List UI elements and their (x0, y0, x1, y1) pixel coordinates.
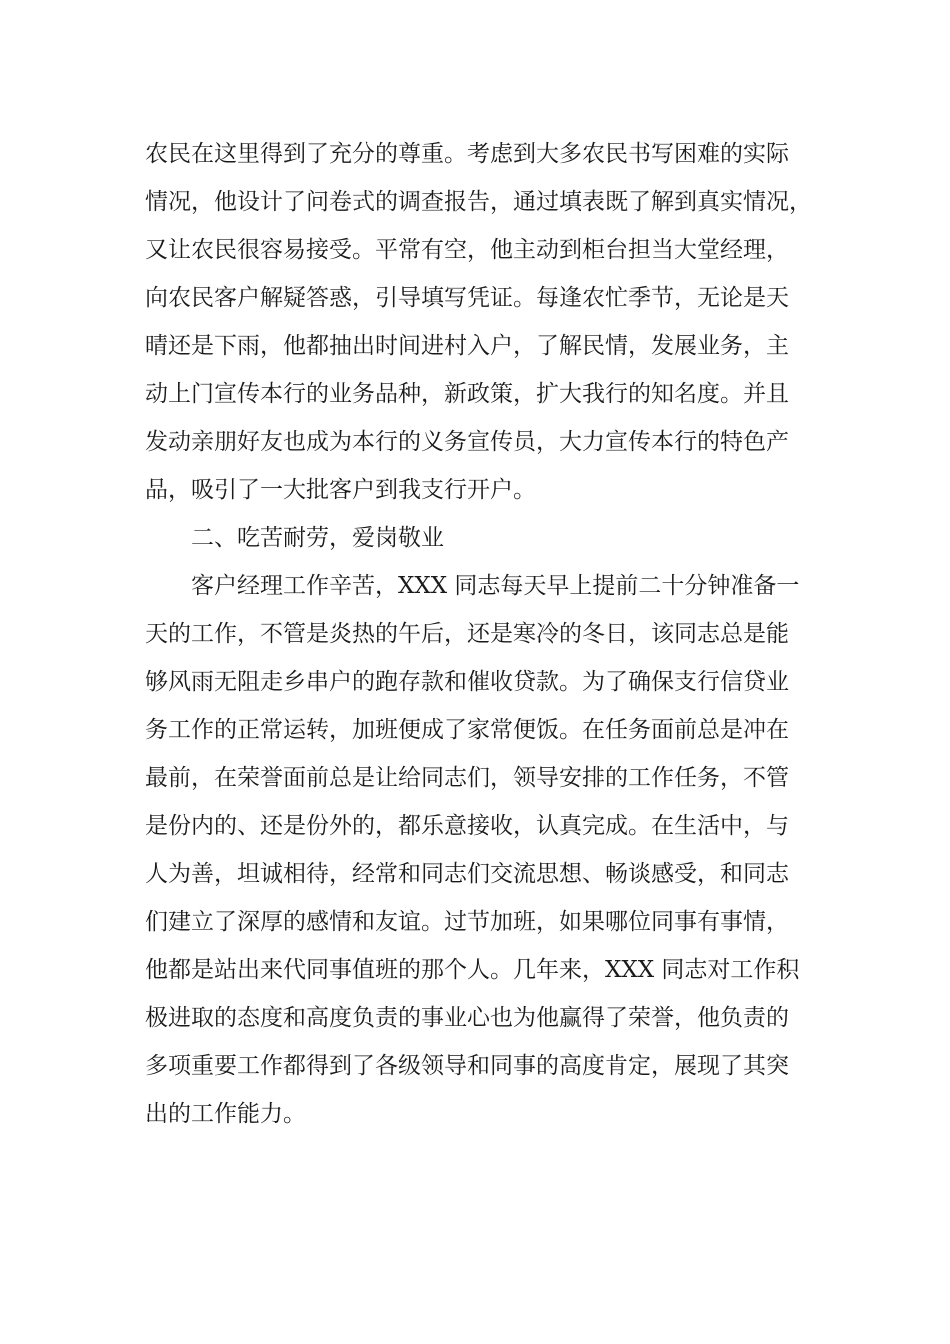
paragraph-line: 够风雨无阻走乡串户的跑存款和催收贷款。为了确保支行信贷业 (145, 669, 789, 695)
paragraph-line: 最前，在荣誉面前总是让给同志们，领导安排的工作任务，不管 (145, 765, 789, 791)
paragraph-line: 出的工作能力。 (145, 1101, 306, 1127)
paragraph-line: 客户经理工作辛苦，XXX 同志每天早上提前二十分钟准备一 (191, 573, 800, 599)
paragraph-line: 人为善，坦诚相待，经常和同志们交流思想、畅谈感受，和同志 (145, 861, 789, 887)
paragraph-line: 动上门宣传本行的业务品种，新政策，扩大我行的知名度。并且 (145, 381, 789, 407)
paragraph-line: 们建立了深厚的感情和友谊。过节加班，如果哪位同事有事情， (145, 909, 789, 935)
paragraph-line: 农民在这里得到了充分的尊重。考虑到大多农民书写困难的实际 (145, 141, 789, 167)
paragraph-2 (145, 562, 815, 1138)
section-heading: 二、吃苦耐劳，爱岗敬业 (191, 525, 444, 551)
paragraph-line: 品，吸引了一大批客户到我支行开户。 (145, 477, 536, 503)
paragraph-line: 是份内的、还是份外的，都乐意接收，认真完成。在生活中，与 (145, 813, 789, 839)
paragraph-1 (145, 130, 815, 514)
paragraph-line: 天的工作，不管是炎热的午后，还是寒冷的冬日，该同志总是能 (145, 621, 789, 647)
paragraph-line: 多项重要工作都得到了各级领导和同事的高度肯定，展现了其突 (145, 1053, 789, 1079)
paragraph-line: 他都是站出来代同事值班的那个人。几年来，XXX 同志对工作积 (145, 957, 800, 983)
paragraph-line: 又让农民很容易接受。平常有空，他主动到柜台担当大堂经理， (145, 237, 789, 263)
paragraph-line: 务工作的正常运转，加班便成了家常便饭。在任务面前总是冲在 (145, 717, 789, 743)
document-body (145, 130, 815, 1138)
paragraph-line: 发动亲朋好友也成为本行的义务宣传员，大力宣传本行的特色产 (145, 429, 789, 455)
paragraph-line: 极进取的态度和高度负责的事业心也为他赢得了荣誉，他负责的 (145, 1005, 789, 1031)
paragraph-line: 向农民客户解疑答惑，引导填写凭证。每逢农忙季节，无论是天 (145, 285, 789, 311)
paragraph-line: 晴还是下雨，他都抽出时间进村入户，了解民情，发展业务，主 (145, 333, 789, 359)
paragraph-line: 情况，他设计了问卷式的调查报告，通过填表既了解到真实情况， (145, 189, 812, 215)
